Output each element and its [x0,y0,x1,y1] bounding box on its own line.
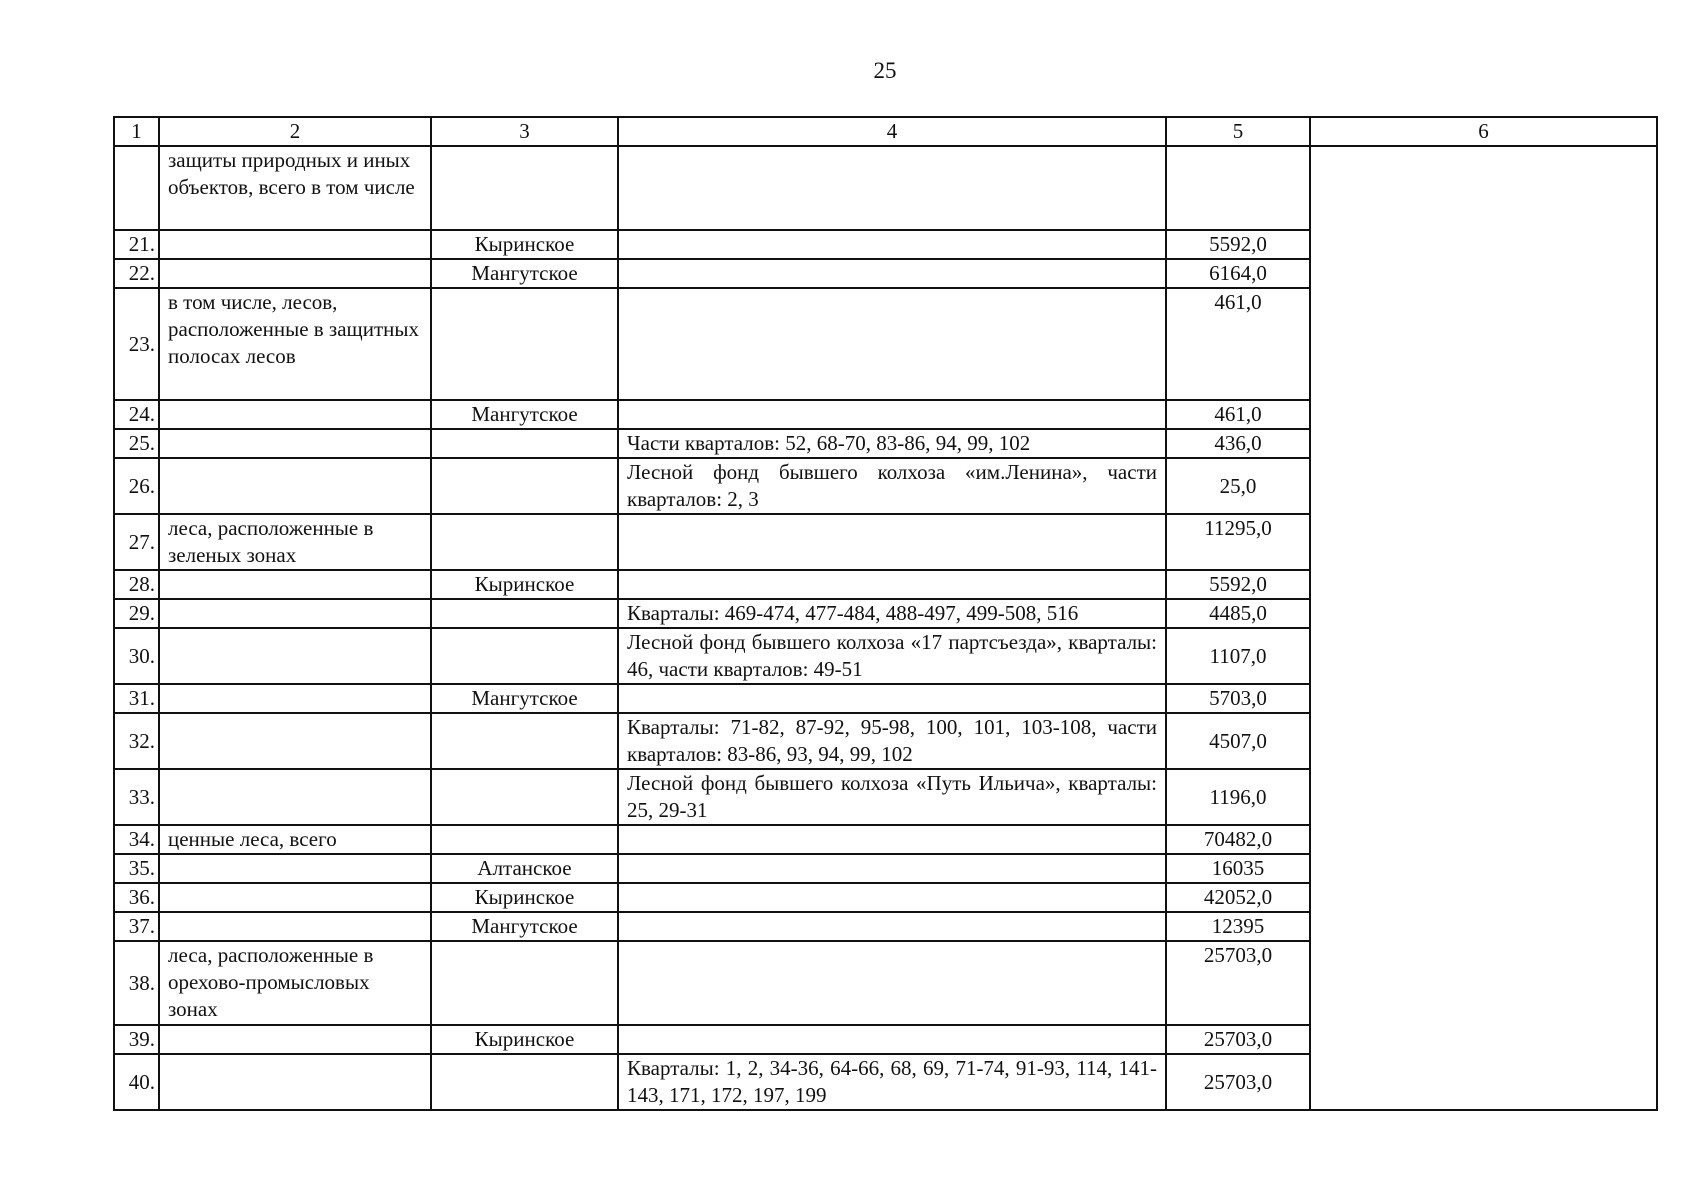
area-cell: 6164,0 [1166,259,1310,288]
column-header-2: 2 [159,117,431,146]
row-number: 32. [114,713,159,769]
area-cell: 25,0 [1166,458,1310,514]
location-cell: Лесной фонд бывшего колхоза «17 партсъезда», кварталы: 46, части кварталов: 49-51 [618,628,1166,684]
table-body [114,146,1657,1110]
row-number: 23. [114,288,159,400]
category-cell [159,1054,431,1110]
area-cell: 16035 [1166,854,1310,883]
area-cell: 25703,0 [1166,941,1310,1025]
category-cell [159,1025,431,1054]
area-cell: 4485,0 [1166,599,1310,628]
row-number: 35. [114,854,159,883]
area-cell: 11295,0 [1166,514,1310,570]
category-cell [159,713,431,769]
location-cell [618,1025,1166,1054]
row-number: 25. [114,429,159,458]
location-cell [618,941,1166,1025]
area-cell: 1196,0 [1166,769,1310,825]
area-cell: 5703,0 [1166,684,1310,713]
forest-table [113,116,1658,1111]
row-number [114,146,159,230]
row-number: 39. [114,1025,159,1054]
location-cell [618,230,1166,259]
row-number: 36. [114,883,159,912]
district-cell [431,288,618,400]
area-cell [1166,146,1310,230]
district-cell [431,628,618,684]
category-cell: защиты природных и иных объектов, всего в том числе [159,146,431,230]
row-number: 27. [114,514,159,570]
area-cell: 436,0 [1166,429,1310,458]
table-row [114,146,1657,230]
location-cell [618,825,1166,854]
category-cell [159,400,431,429]
area-cell: 461,0 [1166,400,1310,429]
location-cell [618,883,1166,912]
row-number: 21. [114,230,159,259]
area-cell: 25703,0 [1166,1025,1310,1054]
row-number: 38. [114,941,159,1025]
location-cell [618,259,1166,288]
area-cell: 12395 [1166,912,1310,941]
row-number: 37. [114,912,159,941]
category-cell [159,769,431,825]
location-cell [618,854,1166,883]
location-cell: Кварталы: 469-474, 477-484, 488-497, 499-508, 516 [618,599,1166,628]
district-cell: Мангутское [431,400,618,429]
district-cell: Мангутское [431,684,618,713]
location-cell: Кварталы: 1, 2, 34-36, 64-66, 68, 69, 71-74, 91-93, 114, 141-143, 171, 172, 197, 199 [618,1054,1166,1110]
category-cell [159,429,431,458]
category-cell [159,570,431,599]
column-header-6: 6 [1310,117,1657,146]
area-cell: 70482,0 [1166,825,1310,854]
category-cell [159,599,431,628]
location-cell [618,684,1166,713]
area-cell: 25703,0 [1166,1054,1310,1110]
area-cell: 1107,0 [1166,628,1310,684]
district-cell [431,941,618,1025]
row-number: 30. [114,628,159,684]
category-cell: леса, расположенные в зеленых зонах [159,514,431,570]
row-number: 33. [114,769,159,825]
category-cell: в том числе, лесов, расположенные в защитных полосах лесов [159,288,431,400]
district-cell [431,825,618,854]
district-cell [431,429,618,458]
column-header-3: 3 [431,117,618,146]
location-cell [618,514,1166,570]
area-cell: 5592,0 [1166,230,1310,259]
column-header-5: 5 [1166,117,1310,146]
column-header-1: 1 [114,117,159,146]
district-cell [431,514,618,570]
category-cell: ценные леса, всего [159,825,431,854]
category-cell [159,458,431,514]
district-cell [431,769,618,825]
location-cell [618,570,1166,599]
district-cell [431,599,618,628]
row-number: 28. [114,570,159,599]
category-cell [159,854,431,883]
area-cell: 4507,0 [1166,713,1310,769]
district-cell: Кыринское [431,570,618,599]
district-cell [431,146,618,230]
location-cell [618,400,1166,429]
notes-cell [1310,146,1657,1110]
row-number: 29. [114,599,159,628]
area-cell: 461,0 [1166,288,1310,400]
district-cell: Мангутское [431,912,618,941]
location-cell: Лесной фонд бывшего колхоза «им.Ленина», части кварталов: 2, 3 [618,458,1166,514]
category-cell [159,259,431,288]
area-cell: 42052,0 [1166,883,1310,912]
page-number: 25 [873,58,897,83]
district-cell: Кыринское [431,1025,618,1054]
location-cell [618,288,1166,400]
category-cell [159,912,431,941]
row-number: 34. [114,825,159,854]
district-cell [431,713,618,769]
category-cell [159,628,431,684]
row-number: 26. [114,458,159,514]
row-number: 22. [114,259,159,288]
location-cell: Кварталы: 71-82, 87-92, 95-98, 100, 101, 103-108, части кварталов: 83-86, 93, 94, 99, 102 [618,713,1166,769]
row-number: 24. [114,400,159,429]
district-cell [431,458,618,514]
location-cell [618,912,1166,941]
area-cell: 5592,0 [1166,570,1310,599]
district-cell: Мангутское [431,259,618,288]
location-cell: Лесной фонд бывшего колхоза «Путь Ильича», кварталы: 25, 29-31 [618,769,1166,825]
district-cell: Алтанское [431,854,618,883]
location-cell: Части кварталов: 52, 68-70, 83-86, 94, 99, 102 [618,429,1166,458]
row-number: 40. [114,1054,159,1110]
row-number: 31. [114,684,159,713]
district-cell: Кыринское [431,230,618,259]
column-header-4: 4 [618,117,1166,146]
district-cell [431,1054,618,1110]
district-cell: Кыринское [431,883,618,912]
location-cell [618,146,1166,230]
category-cell [159,684,431,713]
category-cell [159,230,431,259]
category-cell: леса, расположенные в орехово-промысловых зонах [159,941,431,1025]
table-header-row [114,117,1657,146]
category-cell [159,883,431,912]
